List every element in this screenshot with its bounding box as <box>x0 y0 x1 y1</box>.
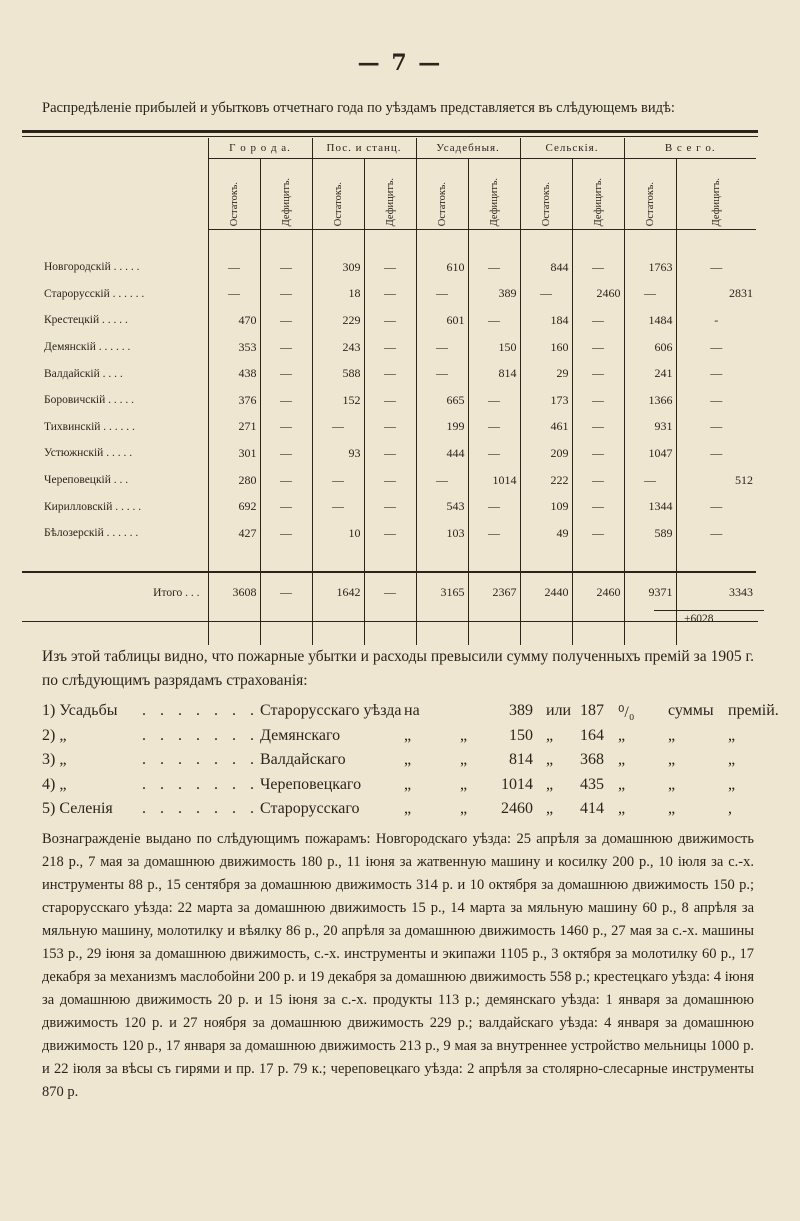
table-cell: 376 <box>208 387 260 414</box>
table-cell: 109 <box>520 493 572 520</box>
list-item-v1: 389 <box>509 702 533 719</box>
list-item-f: „ <box>728 751 736 768</box>
table-cell: — <box>208 281 260 308</box>
table-top-rule <box>22 130 758 133</box>
table-cell: — <box>260 414 312 441</box>
table-cell: — <box>260 467 312 494</box>
table-cell: 152 <box>312 387 364 414</box>
table-cell: 3608 <box>208 572 260 613</box>
table-cell: 512 <box>676 467 756 494</box>
compensation-paragraph: Вознагражденіе выдано по слѣдующимъ пожарамъ: Новгородскаго уѣзда: 25 апрѣля за домашнюю движимость 218 р., 7 мая за домашнюю движимость 180 р., 11 іюня за жатвенную машину и косилку 200 р., 10 іюля за с.-х. инструменты 88 р., 15 сентября за домашнюю движимость 314 р. и 10 октября за домашнюю движимость 150 р.; старорусскаго уѣзда: 22 марта за домашнюю движимость 15 р., 14 марта за мяльную машину 60 р., 8 апрѣля за мяльную машину, молотилку и вѣялку 86 р., 20 апрѣля за домашнюю движимость 1460 р., 27 мая за с.-х. машины 153 р., 29 іюня за домашнюю движимость, с.-х. инструменты и экипажи 1105 р., 3 октября за молотилку 60 р., 17 декабря за механизмъ маслобойни 200 р. и 19 декабря за домашнюю движимость 558 р.; крестецкаго уѣзда: 4 іюня за домашнюю движимость 20 р. и 15 іюня за с.-х. продукты 113 р.; демянскаго уѣзда: 1 января за домашнюю движимость 120 р. и 27 ноября за домашнюю движимость 229 р.; валдайскаго уѣзда: 4 января за домашнюю движимость 120 р., 17 января за домашнюю движимость 213 р., 9 мая за внутреннее устройство мельницы 1000 р. и 22 іюля за вѣсы съ гирями и пр. 17 р. 79 к.; череповецкаго уѣзда: 2 апрѣля за столярно-слесарные инструменты 870 р. <box>42 831 754 1100</box>
table-cell: 844 <box>520 254 572 281</box>
list-item-dots: . . . . . . . <box>142 800 259 817</box>
table-cell: — <box>260 387 312 414</box>
table-cell: 103 <box>416 520 468 547</box>
deficit-category-list <box>42 702 779 825</box>
list-item-v1: 2460 <box>501 800 533 817</box>
list-item-dots: . . . . . . . <box>142 702 259 719</box>
list-item-label: 4) „ <box>42 775 67 793</box>
list-item <box>42 727 762 752</box>
table-cell: 665 <box>416 387 468 414</box>
table-cell: 209 <box>520 440 572 467</box>
list-item-c: „ <box>546 775 554 793</box>
table-cell: — <box>312 414 364 441</box>
list-item-district: Старорусскаго <box>260 800 360 817</box>
table-cell: — <box>364 360 416 387</box>
table-cell: — <box>260 493 312 520</box>
list-item-e: суммы <box>668 702 714 719</box>
table-row <box>22 414 756 441</box>
list-item-district: Демянскаго <box>260 726 341 744</box>
sub-header-deficit: Дефицитъ. <box>260 159 312 230</box>
table-total-row <box>22 572 756 613</box>
table-cell: — <box>416 360 468 387</box>
table-cell: 692 <box>208 493 260 520</box>
district-name: Крестецкій . . . . . <box>44 314 128 327</box>
table-cell: — <box>468 387 520 414</box>
district-name: Череповецкій . . . <box>44 474 129 487</box>
list-item-d: „ <box>618 751 626 768</box>
list-item-b: „ <box>460 726 468 744</box>
list-item-district: Валдайскаго <box>260 751 346 768</box>
table-cell: 601 <box>416 307 468 334</box>
list-item-v1: 1014 <box>501 775 533 793</box>
table-cell: — <box>364 467 416 494</box>
table-cell: — <box>416 281 468 308</box>
table-tail-row <box>22 613 756 645</box>
sub-header-deficit: Дефицитъ. <box>572 159 624 230</box>
grand-total: +6028 <box>684 612 714 625</box>
table-cell: — <box>676 440 756 467</box>
table-bottom-rule <box>22 621 758 622</box>
corner-cell <box>22 138 208 230</box>
table-cell: 2460 <box>572 281 624 308</box>
table-cell: — <box>572 467 624 494</box>
table-row <box>22 334 756 361</box>
list-item-dots: . . . . . . . <box>142 751 259 768</box>
table-cell: — <box>260 254 312 281</box>
list-item-d: „ <box>618 726 626 744</box>
table-cell: — <box>260 360 312 387</box>
list-item <box>42 702 779 727</box>
table-cell: 29 <box>520 360 572 387</box>
total-label: Итого . . . <box>22 572 208 613</box>
table-row <box>22 281 756 308</box>
table-cell: — <box>364 254 416 281</box>
table-cell: 461 <box>520 414 572 441</box>
table-cell: 444 <box>416 440 468 467</box>
table-cell: — <box>468 440 520 467</box>
table-cell: 10 <box>312 520 364 547</box>
table-cell: 931 <box>624 414 676 441</box>
table-cell: — <box>260 334 312 361</box>
table-cell: 241 <box>624 360 676 387</box>
district-name: Новгородскій . . . . . <box>44 261 140 274</box>
district-name: Кирилловскій . . . . . <box>44 500 142 513</box>
distribution-table <box>22 138 756 645</box>
list-item-v2: 368 <box>580 751 604 768</box>
list-item-label: 2) „ <box>42 726 67 744</box>
table-cell: 173 <box>520 387 572 414</box>
table-cell: — <box>260 307 312 334</box>
list-item-dots: . . . . . . . <box>142 726 259 744</box>
table-cell: 271 <box>208 414 260 441</box>
table-cell: 160 <box>520 334 572 361</box>
sub-header-surplus: Остатокъ. <box>312 159 364 230</box>
table-cell: 1047 <box>624 440 676 467</box>
table-cell: — <box>572 387 624 414</box>
table-cell: 9371 <box>624 572 676 613</box>
district-name: Тихвинскій . . . . . . <box>44 420 135 433</box>
list-item-f: „ <box>728 775 736 793</box>
table-cell: — <box>312 467 364 494</box>
table-cell: 543 <box>416 493 468 520</box>
table-cell: — <box>364 414 416 441</box>
table-cell: 1484 <box>624 307 676 334</box>
table-cell: — <box>364 307 416 334</box>
list-item-e: „ <box>668 751 676 768</box>
table-spacer-row <box>22 230 756 255</box>
table-cell: — <box>572 254 624 281</box>
list-item-d: „ <box>618 775 626 793</box>
table-row <box>22 440 756 467</box>
table-cell: — <box>468 307 520 334</box>
table-cell: 3165 <box>416 572 468 613</box>
table-cell: — <box>676 493 756 520</box>
table-cell: — <box>468 520 520 547</box>
list-item-v2: 164 <box>580 726 604 744</box>
list-item <box>42 751 762 776</box>
list-item-c: или <box>546 702 572 719</box>
table-cell: — <box>364 520 416 547</box>
table-cell: — <box>572 520 624 547</box>
list-item-e: „ <box>668 726 676 744</box>
table-cell: — <box>260 281 312 308</box>
table-cell: — <box>468 414 520 441</box>
table-cell: — <box>364 572 416 613</box>
table-cell: 49 <box>520 520 572 547</box>
table-cell: 1014 <box>468 467 520 494</box>
list-item-f: , <box>728 800 732 817</box>
table-cell: 1366 <box>624 387 676 414</box>
table-row <box>22 493 756 520</box>
list-item-d: ⁰/₀ <box>618 704 635 721</box>
table-cell: 150 <box>468 334 520 361</box>
table-cell: 309 <box>312 254 364 281</box>
table-cell: 438 <box>208 360 260 387</box>
table-cell: 2831 <box>676 281 756 308</box>
district-name: Устюжнскій . . . . . <box>44 447 133 460</box>
table-cell: — <box>624 467 676 494</box>
sub-header-deficit: Дефицитъ. <box>364 159 416 230</box>
list-item-v2: 187 <box>580 702 604 719</box>
sub-header-surplus: Остатокъ. <box>416 159 468 230</box>
list-item-a: „ <box>404 726 412 744</box>
table-cell: — <box>572 307 624 334</box>
group-header-estates: Усадебныя. <box>416 138 520 159</box>
table-cell: — <box>364 281 416 308</box>
sub-header-surplus: Остатокъ. <box>208 159 260 230</box>
table-row <box>22 467 756 494</box>
list-item-label: 5) Селенія <box>42 800 113 817</box>
list-item-b: „ <box>460 800 468 817</box>
list-item-v1: 150 <box>509 726 533 744</box>
list-item-f: премій. <box>728 702 779 719</box>
list-item-e: „ <box>668 775 676 793</box>
table-cell: 93 <box>312 440 364 467</box>
table-cell: — <box>572 334 624 361</box>
list-item-v1: 814 <box>509 751 533 768</box>
table-cell: — <box>468 493 520 520</box>
list-item-c: „ <box>546 726 554 744</box>
table-cell: 427 <box>208 520 260 547</box>
table-cell: — <box>572 440 624 467</box>
table-body <box>22 230 756 645</box>
table-cell: — <box>676 360 756 387</box>
table-cell: 3343 <box>676 572 756 613</box>
table-row <box>22 520 756 547</box>
table-cell: 2367 <box>468 572 520 613</box>
list-item-c: „ <box>546 800 554 817</box>
table-cell: — <box>364 440 416 467</box>
table-cell: 1344 <box>624 493 676 520</box>
table-cell: — <box>676 414 756 441</box>
district-name: Старорусскій . . . . . . <box>44 287 145 300</box>
list-item-d: „ <box>618 800 626 817</box>
table-cell: 2460 <box>572 572 624 613</box>
table-row <box>22 387 756 414</box>
table-cell: 18 <box>312 281 364 308</box>
table-cell: — <box>520 281 572 308</box>
table-cell: 1642 <box>312 572 364 613</box>
table-cell: — <box>624 281 676 308</box>
list-item-c: „ <box>546 751 554 768</box>
summary-paragraph: Изъ этой таблицы видно, что пожарные убытки и расходы превысили сумму полученныхъ премій за 1905 г. по слѣдующимъ разрядамъ страхованія: <box>42 648 754 689</box>
table-cell: — <box>676 520 756 547</box>
table-cell: 588 <box>312 360 364 387</box>
list-item-f: „ <box>728 726 736 744</box>
table-cell: 184 <box>520 307 572 334</box>
list-item-label: 3) „ <box>42 751 67 768</box>
table-cell: 589 <box>624 520 676 547</box>
table-cell: 199 <box>416 414 468 441</box>
list-item-district: Череповецкаго <box>260 775 362 793</box>
table-cell: 606 <box>624 334 676 361</box>
table-cell: — <box>572 493 624 520</box>
table-cell: — <box>208 254 260 281</box>
list-item-a: на <box>404 702 420 719</box>
table-spacer-row <box>22 547 756 572</box>
table-cell: — <box>364 493 416 520</box>
list-item <box>42 800 762 825</box>
table-cell: — <box>260 440 312 467</box>
district-name: Валдайскій . . . . <box>44 367 123 380</box>
group-header-cities: Г о р о д а. <box>208 138 312 159</box>
list-item-label: 1) Усадьбы <box>42 702 118 719</box>
table-cell: 1763 <box>624 254 676 281</box>
table-top-rule-thin <box>22 136 758 137</box>
table-cell: 814 <box>468 360 520 387</box>
table-cell: 353 <box>208 334 260 361</box>
list-item-a: „ <box>404 751 412 768</box>
list-item-district: Старорусскаго уѣзда <box>260 702 402 719</box>
sub-header-deficit: Дефицитъ. <box>468 159 520 230</box>
table-cell: — <box>676 387 756 414</box>
list-item <box>42 776 762 801</box>
table-row <box>22 254 756 281</box>
table-cell: — <box>468 254 520 281</box>
list-item-v2: 435 <box>580 775 604 793</box>
table-cell: — <box>260 520 312 547</box>
table-cell: 2440 <box>520 572 572 613</box>
table-cell: — <box>312 493 364 520</box>
district-name: Бѣлозерскій . . . . . . <box>44 527 139 540</box>
table-cell: 301 <box>208 440 260 467</box>
sub-header-surplus: Остатокъ. <box>520 159 572 230</box>
page-number: — 7 — <box>357 50 443 76</box>
sub-header-surplus: Остатокъ. <box>624 159 676 230</box>
list-item-a: „ <box>404 775 412 793</box>
table-cell: 470 <box>208 307 260 334</box>
table-cell: — <box>260 572 312 613</box>
table-row <box>22 360 756 387</box>
list-item-e: „ <box>668 800 676 817</box>
district-name: Демянскій . . . . . . <box>44 341 131 354</box>
table-cell: — <box>364 334 416 361</box>
list-item-a: „ <box>404 800 412 817</box>
table-cell: — <box>416 334 468 361</box>
table-cell: 243 <box>312 334 364 361</box>
list-item-v2: 414 <box>580 800 604 817</box>
table-cell: — <box>416 467 468 494</box>
list-item-b: „ <box>460 751 468 768</box>
sub-header-deficit: Дефицитъ. <box>676 159 756 230</box>
table-row <box>22 307 756 334</box>
table-cell: 229 <box>312 307 364 334</box>
list-item-b: „ <box>460 775 468 793</box>
table-cell: 610 <box>416 254 468 281</box>
table-cell: — <box>364 387 416 414</box>
group-header-total: В с е г о. <box>624 138 756 159</box>
district-name: Боровичскій . . . . . <box>44 394 135 407</box>
group-header-settlements: Пос. и станц. <box>312 138 416 159</box>
table-cell: 389 <box>468 281 520 308</box>
table-cell: — <box>572 414 624 441</box>
table-cell: 222 <box>520 467 572 494</box>
group-header-rural: Сельскія. <box>520 138 624 159</box>
table-cell: - <box>676 307 756 334</box>
table-cell: — <box>676 334 756 361</box>
table-intro: Распредѣленіе прибылей и убытковъ отчетнаго года по уѣздамъ представляется въ слѣдующемъ видѣ: <box>42 100 675 116</box>
table-cell: — <box>572 360 624 387</box>
table-cell: 280 <box>208 467 260 494</box>
list-item-dots: . . . . . . . <box>142 775 259 793</box>
table-cell: — <box>676 254 756 281</box>
